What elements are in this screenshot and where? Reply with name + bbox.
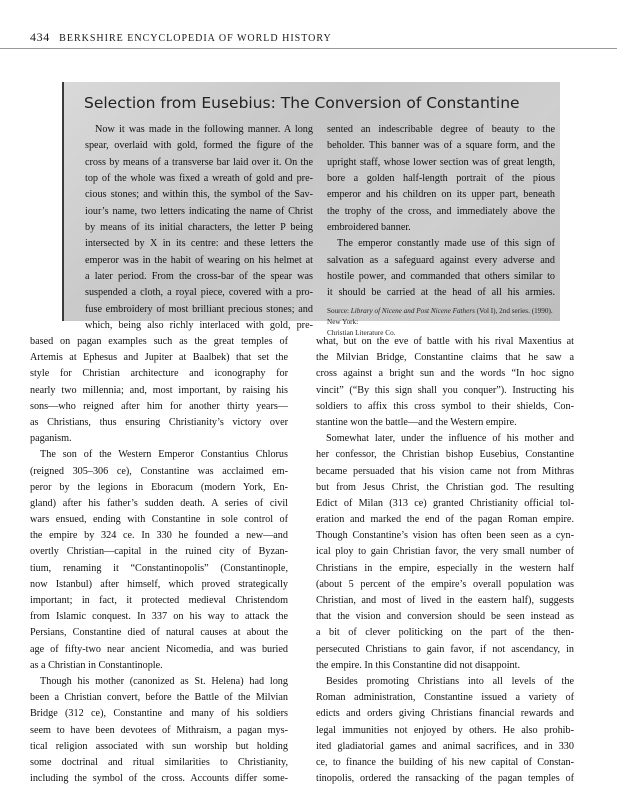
text-line: ical ploy to gain Christian favor, the very small number of xyxy=(316,546,574,558)
running-head xyxy=(30,30,590,45)
text-line: Artemis at Ephesus and Jupiter at Baalbek) that set the xyxy=(30,352,288,364)
text-line: cious stones; and within this, the symbol of the Sav- xyxy=(85,189,313,201)
text-line: by means of its initial characters, the letter P being xyxy=(85,222,313,234)
text-line: Bridge (312 ce), Constantine and many of his soldiers xyxy=(30,708,288,720)
text-line: her confessor, the Christian bishop Eusebius, Constantine xyxy=(316,449,574,461)
text-line: beholder. This banner was of a square form, and the xyxy=(327,140,555,152)
text-line: tical religion associated with sun worship but holding xyxy=(30,740,288,752)
text-line: age of fifty-two near ancient Nicomedia, and was buried xyxy=(30,643,288,655)
text-line: as Christians, thus ensuring Christianity’s victory over xyxy=(30,416,288,428)
text-line: eration and marked the end of the pagan Roman empire. xyxy=(316,514,574,526)
text-line: persecuted Christians to gain favor, if not ascendancy, in xyxy=(316,643,574,655)
sidebar-box xyxy=(62,82,560,337)
text-line: Christian, and most of lived in the eastern half), suggests xyxy=(316,595,574,606)
text-line: seem to have been devotees of Mithraism, a pagan mys- xyxy=(30,724,288,736)
text-line: paganism. xyxy=(30,433,72,445)
text-line: top of the whole was fixed a wreath of gold and pre- xyxy=(85,173,313,185)
text-line: Though Constantine’s vision has often been seen as a cyn- xyxy=(316,530,574,542)
text-line: intersected by X in its centre: and these letters the xyxy=(85,238,313,250)
text-line: The emperor constantly made use of this sign of xyxy=(337,238,555,250)
text-line: soldiers to affix this cross symbol to their shields, Con- xyxy=(316,400,574,412)
book-title: BERKSHIRE ENCYCLOPEDIA OF WORLD HISTORY xyxy=(59,33,332,44)
text-line: hostile power, and commanded that others similar to xyxy=(327,271,555,283)
text-line: tinopolis, ordered the ransacking of the pagan temples of xyxy=(316,773,574,785)
text-line: stantine won the battle—and the Western empire. xyxy=(316,416,517,428)
text-line: sented an indescribable degree of beauty to the xyxy=(327,124,555,135)
text-line: cross against a bright sun and the words “In hoc signo xyxy=(316,368,574,380)
text-line: peror by the legions in Eboracum (modern York, En- xyxy=(30,481,288,493)
text-line: cross by means of a transverse bar laid over it. On the xyxy=(85,156,313,168)
text-line: legal immunities not enjoyed by others. He also prohib- xyxy=(316,724,574,736)
source-details: (Vol I), 2nd series. (1990). New York: xyxy=(327,306,553,326)
text-line: sons—who reigned after him for another thirty years— xyxy=(30,400,288,412)
text-line: salvation as a safeguard against every adverse and xyxy=(327,254,555,266)
text-line: but from Jesus Christ, the Christian god. The resulting xyxy=(316,481,574,493)
text-line: iour’s name, two letters indicating the name of Christ xyxy=(85,205,313,217)
text-line: including the symbol of the cross. Accounts differ some- xyxy=(30,773,288,785)
text-line: (about 5 percent of the empire’s overall population was xyxy=(316,578,574,590)
text-line: based on pagan examples such as the great temples of xyxy=(30,336,288,347)
text-line: Besides promoting Christians into all levels of the xyxy=(326,675,574,687)
text-line: bore a golden half-length portrait of the pious xyxy=(327,173,555,185)
text-line: emperor was in the habit of wearing on his helmet at xyxy=(85,254,313,266)
sidebar-left-column xyxy=(85,122,313,334)
text-line: overtly Christian—capital in the ruined city of Byzan- xyxy=(30,546,288,558)
text-line: wars ensued, ending with Constantine in sole control of xyxy=(30,514,288,526)
text-line: Roman administration, Constantine issued a variety of xyxy=(316,692,574,704)
text-line: a later period. From the cross-bar of the spear was xyxy=(85,271,313,283)
page-number: 434 xyxy=(30,30,50,44)
main-left-column xyxy=(30,334,288,787)
text-line: emperor and his children on its upper part, beneath xyxy=(327,189,555,201)
text-line: that the vision and conversion should be seen instead as xyxy=(316,611,574,623)
text-line: some doctrinal and ritual similarities to Christianity, xyxy=(30,756,288,768)
text-line: fuse embroidery of most brilliant precious stones; and xyxy=(85,303,313,315)
text-line: ce, to finance the building of his new capital of Constan- xyxy=(316,756,574,768)
text-line: Christians in the empire, especially in the western half xyxy=(316,562,574,574)
text-line: the empire by 324 ce. In 330 he founded a new—and xyxy=(30,530,288,542)
text-line: Somewhat later, under the influence of his mother and xyxy=(326,433,574,445)
text-line: gland) after his father’s sudden death. A series of civil xyxy=(30,497,288,509)
text-line: the empire. In this Constantine did not disappoint. xyxy=(316,659,521,671)
text-line: suspended a cloth, a royal piece, covered with a pro- xyxy=(85,287,313,299)
source-prefix: Source: xyxy=(327,306,351,315)
text-line: The son of the Western Emperor Constantius Chlorus xyxy=(40,449,288,461)
text-line: Edict of Milan (313 ce) granted Christianity official tol- xyxy=(316,497,574,509)
text-line: Now it was made in the following manner. A long xyxy=(95,124,313,135)
text-line: (reigned 305–306 ce), Constantine was acclaimed em- xyxy=(30,465,288,477)
text-line: Though his mother (canonized as St. Helena) had long xyxy=(40,675,288,687)
text-line: tium, renaming it “Constantinopolis” (Constantinople, xyxy=(30,562,288,574)
text-line: as a Christian in Constantinople. xyxy=(30,659,163,671)
text-line: important; in fact, it protected medieval Christendom xyxy=(30,595,288,606)
text-line: the Milvian Bridge, Constantine claims that he saw a xyxy=(316,352,574,364)
source-work: Library of Nicene and Post Nicene Fathers xyxy=(350,306,475,315)
sidebar-paragraph xyxy=(327,236,555,301)
text-line: Persians, Constantine died of natural causes at about the xyxy=(30,627,288,639)
text-line: upright staff, whose lower section was of great length, xyxy=(327,156,555,168)
text-line: from Islamic conquest. In 337 on his way to attack the xyxy=(30,611,288,623)
text-line: became persuaded that his vision came not from Mithras xyxy=(316,465,574,477)
header-rule xyxy=(0,48,617,49)
sidebar-paragraph xyxy=(327,122,555,236)
text-line: a bit of clever politicking on the part of the then- xyxy=(316,627,574,639)
main-right-column xyxy=(316,334,574,787)
text-line: style for Christian architecture and iconography for xyxy=(30,368,288,380)
text-line: now Istanbul) after himself, which proved strategically xyxy=(30,578,288,590)
text-line: spear, overlaid with gold, formed the figure of the xyxy=(85,140,313,152)
text-line: nearly two millennia; and, most important, by raising his xyxy=(30,384,288,396)
sidebar-title: Selection from Eusebius: The Conversion of Constantine xyxy=(84,94,520,112)
text-line: edicts and orders giving Christians financial rewards and xyxy=(316,708,574,720)
text-line: which, being also richly interlaced with gold, pre- xyxy=(85,320,313,332)
sidebar-right-column xyxy=(327,122,555,339)
text-line: embroidered banner. xyxy=(327,222,411,234)
text-line: what, but on the eve of battle with his rival Maxentius at xyxy=(316,336,574,347)
source-publisher: Christian Literature Co. xyxy=(327,328,396,337)
text-line: the trophy of the cross, and immediately above the xyxy=(327,205,555,217)
text-line: it should be carried at the head of all his armies. xyxy=(327,287,555,299)
text-line: ited gladiatorial games and animal sacrifices, and in 330 xyxy=(316,740,574,752)
text-line: been a Christian convert, before the Battle of the Milvian xyxy=(30,692,288,704)
text-line: vincit” (“By this sign shall you conquer”). Instructing his xyxy=(316,384,574,396)
